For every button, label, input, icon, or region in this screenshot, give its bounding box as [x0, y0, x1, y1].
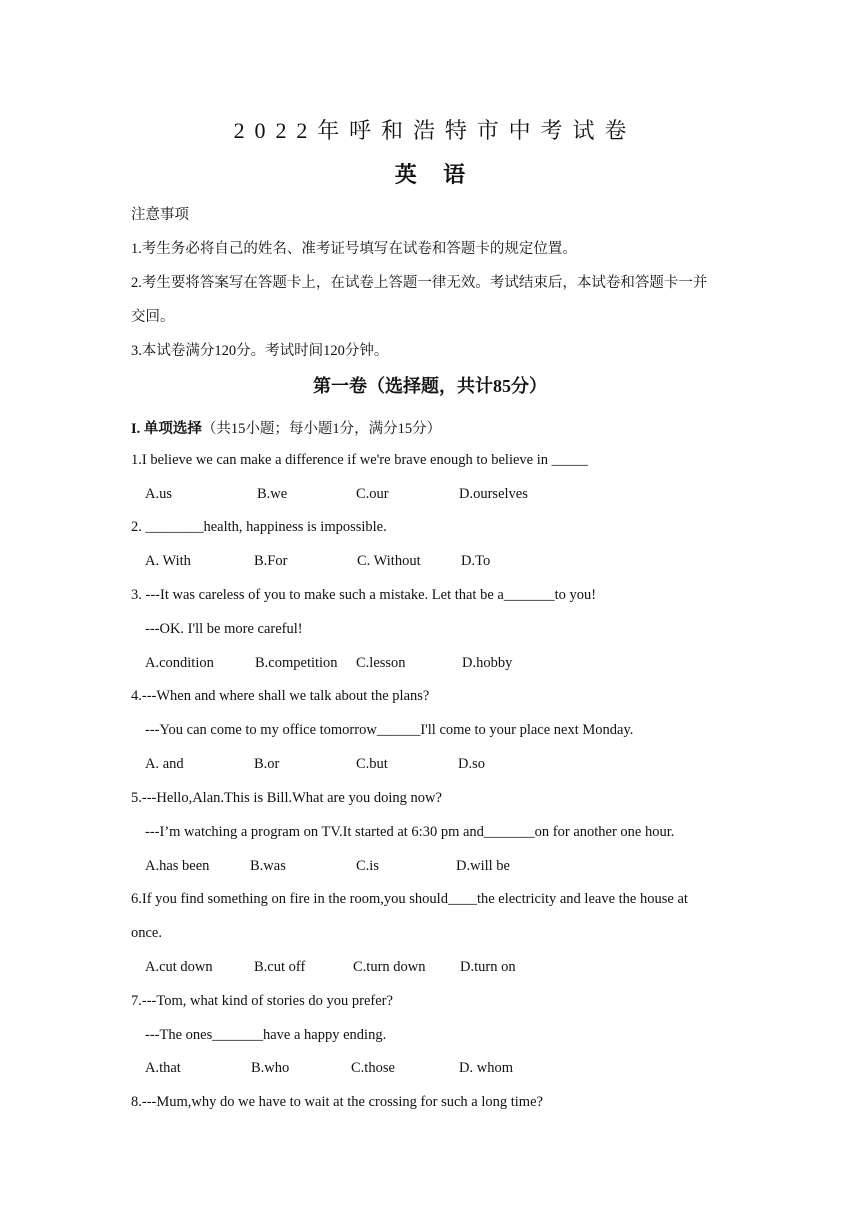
option-c: C.is [356, 858, 379, 874]
option-c: C.turn down [353, 959, 426, 975]
question-stem-continued: once. [131, 925, 162, 941]
part-label: I. 单项选择 [131, 421, 202, 437]
option-d: D.To [461, 553, 491, 569]
question-stem: 7.---Tom, what kind of stories do you prefer? [131, 993, 393, 1009]
option-d: D.so [458, 756, 485, 772]
option-d: D.hobby [462, 655, 513, 671]
question-dialogue: ---OK. I'll be more careful! [145, 621, 303, 637]
option-c: C.those [351, 1060, 395, 1076]
question-stem: 6.If you find something on fire in the room,you should____the electricity and leave the house at [131, 891, 688, 907]
note-item: 1.考生务必将自己的姓名、准考证号填写在试卷和答题卡的规定位置。 [131, 241, 577, 257]
option-b: B.was [250, 858, 286, 874]
option-b: B.cut off [254, 959, 306, 975]
option-d: D.ourselves [459, 486, 528, 502]
question-stem: 5.---Hello,Alan.This is Bill.What are you doing now? [131, 790, 442, 806]
option-a: A.has been [145, 858, 210, 874]
option-a: A.that [145, 1060, 181, 1076]
option-d: D.will be [456, 858, 510, 874]
option-b: B.For [254, 553, 288, 569]
option-a: A. and [145, 756, 184, 772]
question-stem: 4.---When and where shall we talk about the plans? [131, 688, 430, 704]
question-dialogue: ---I’m watching a program on TV.It started at 6:30 pm and_______on for another one hour. [145, 824, 675, 840]
question-stem: 1.I believe we can make a difference if we're brave enough to believe in _____ [131, 452, 588, 468]
note-item: 3.本试卷满分120分。考试时间120分钟。 [131, 343, 389, 359]
exam-title: 2022年呼和浩特市中考试卷 [233, 118, 637, 143]
subject-title: 英语 [394, 162, 492, 187]
question-stem: 2. ________health, happiness is impossible. [131, 519, 387, 535]
section-title: 第一卷（选择题，共计85分） [313, 376, 547, 396]
option-b: B.competition [255, 655, 338, 671]
option-c: C.lesson [356, 655, 406, 671]
option-a: A. With [145, 553, 191, 569]
option-c: C.but [356, 756, 388, 772]
option-a: A.cut down [145, 959, 213, 975]
option-b: B.or [254, 756, 280, 772]
option-a: A.us [145, 486, 172, 502]
note-item: 交回。 [131, 309, 175, 325]
option-c: C.our [356, 486, 389, 502]
part-note: （共15小题；每小题1分，满分15分） [201, 421, 442, 437]
option-b: B.we [257, 486, 288, 502]
notes-heading: 注意事项 [131, 207, 189, 223]
option-b: B.who [251, 1060, 290, 1076]
question-stem: 8.---Mum,why do we have to wait at the crossing for such a long time? [131, 1094, 543, 1110]
part-heading [131, 417, 441, 438]
question-stem: 3. ---It was careless of you to make such a mistake. Let that be a_______to you! [131, 587, 597, 603]
option-a: A.condition [145, 655, 214, 671]
question-dialogue: ---You can come to my office tomorrow______I'll come to your place next Monday. [145, 722, 634, 738]
question-dialogue: ---The ones_______have a happy ending. [145, 1027, 387, 1043]
option-c: C. Without [357, 553, 421, 569]
option-d: D.turn on [460, 959, 516, 975]
note-item: 2.考生要将答案写在答题卡上，在试卷上答题一律无效。考试结束后，本试卷和答题卡一并 [131, 275, 708, 291]
option-d: D. whom [459, 1060, 513, 1076]
